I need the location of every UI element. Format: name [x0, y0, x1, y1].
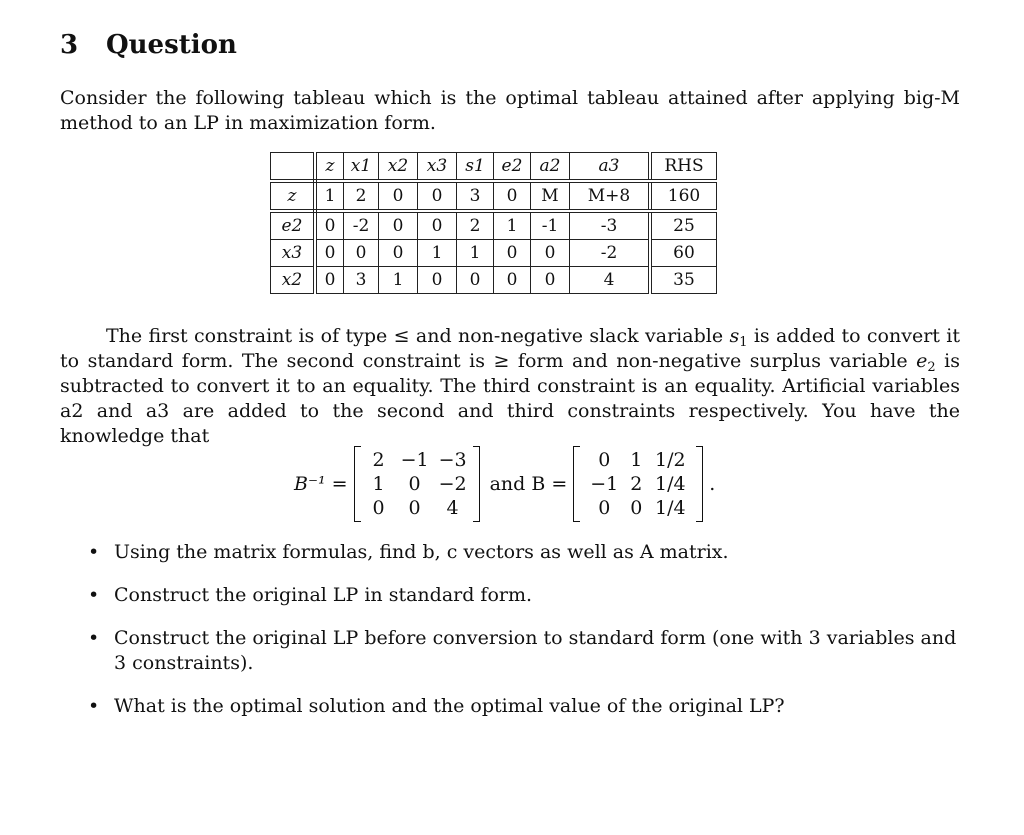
cell: 0 [315, 211, 344, 240]
row-basis: e2 [271, 211, 316, 240]
cell: 0 [379, 240, 418, 267]
basis-matrices [288, 446, 721, 522]
cell: 1 [494, 211, 531, 240]
cell: 1 [418, 240, 457, 267]
row-basis: z [271, 181, 316, 211]
col-s1: s1 [457, 153, 494, 182]
binv-entry: 0 [408, 497, 421, 519]
col-x3: x3 [418, 153, 457, 182]
section-number: 3 [60, 30, 79, 60]
b-entry: 1 [630, 449, 643, 471]
b-entry: 1/4 [654, 497, 686, 519]
binv-entry: −3 [438, 449, 467, 471]
tableau-row-x3 [271, 240, 717, 267]
cell: 1 [457, 240, 494, 267]
cell: 0 [418, 181, 457, 211]
cell: -2 [344, 211, 379, 240]
cell-rhs: 35 [650, 267, 717, 294]
row-basis: x3 [271, 240, 316, 267]
col-a2: a2 [531, 153, 570, 182]
cell: 0 [315, 240, 344, 267]
cell: -2 [570, 240, 651, 267]
row-basis: x2 [271, 267, 316, 294]
cell: 0 [379, 211, 418, 240]
cell: 0 [494, 267, 531, 294]
constraints-paragraph: The first constraint is of type ≤ and non-negative slack variable $s_1$ is added to convert it to standard form. The second constraint is ≥ form and non-negative surplus variable $e_2$ is subtracted to convert it to an equality. The third constraint is an equality. Artificial variables a2 and a3 are added to the second and third constraints respectively. You have the knowledge that [60, 325, 960, 447]
cell: 0 [315, 267, 344, 294]
tableau-row-e2 [271, 211, 717, 240]
cell: 0 [531, 267, 570, 294]
tableau-header-row [271, 153, 717, 182]
cell-rhs: 160 [650, 181, 717, 211]
binv-entry: −2 [438, 473, 467, 495]
task-list [80, 540, 960, 737]
col-z: z [315, 153, 344, 182]
binv-matrix [354, 446, 480, 522]
binv-entry: 1 [372, 473, 385, 495]
col-a3: a3 [570, 153, 651, 182]
binv-entry: 0 [408, 473, 421, 495]
section-title: Question [106, 30, 237, 60]
cell: 0 [494, 240, 531, 267]
simplex-tableau [270, 152, 717, 294]
cell: 3 [344, 267, 379, 294]
task-item: • Construct the original LP in standard form. [80, 583, 960, 608]
cell: 3 [457, 181, 494, 211]
cell: -3 [570, 211, 651, 240]
binv-entry: 0 [372, 497, 385, 519]
cell: -1 [531, 211, 570, 240]
task-item: • Construct the original LP before conversion to standard form (one with 3 variables and 3 constraints). [80, 626, 960, 676]
binv-entry: 2 [372, 449, 385, 471]
cell: 0 [379, 181, 418, 211]
col-x2: x2 [379, 153, 418, 182]
cell-rhs: 60 [650, 240, 717, 267]
cell: 4 [570, 267, 651, 294]
binv-label: B⁻¹ = [294, 473, 348, 495]
col-x1: x1 [344, 153, 379, 182]
binv-entry: −1 [400, 449, 429, 471]
tableau-corner [271, 153, 316, 182]
matrix-period: . [709, 473, 716, 495]
cell: 1 [379, 267, 418, 294]
cell: 0 [494, 181, 531, 211]
tableau-row-z [271, 181, 717, 211]
b-entry: 0 [630, 497, 643, 519]
cell: 0 [418, 211, 457, 240]
b-entry: 0 [598, 497, 611, 519]
b-label: and B = [489, 473, 568, 495]
cell-rhs: 25 [650, 211, 717, 240]
task-item: • Using the matrix formulas, find b, c vectors as well as A matrix. [80, 540, 960, 565]
cell: 2 [457, 211, 494, 240]
cell: 1 [315, 181, 344, 211]
intro-text: Consider the following tableau which is the optimal tableau attained after applying big-M method to an LP in maximization form. [60, 87, 960, 134]
tableau-row-x2 [271, 267, 717, 294]
b-entry: 0 [598, 449, 611, 471]
b-entry: 2 [630, 473, 643, 495]
col-e2: e2 [494, 153, 531, 182]
cell: 0 [344, 240, 379, 267]
cell: M [531, 181, 570, 211]
col-rhs: RHS [650, 153, 717, 182]
cell: 0 [531, 240, 570, 267]
section-heading [60, 30, 237, 60]
cell: 2 [344, 181, 379, 211]
binv-entry: 4 [446, 497, 459, 519]
b-entry: 1/2 [654, 449, 686, 471]
task-item: • What is the optimal solution and the optimal value of the original LP? [80, 694, 960, 719]
b-entry: −1 [590, 473, 619, 495]
cell: M+8 [570, 181, 651, 211]
b-matrix [573, 446, 703, 522]
b-entry: 1/4 [654, 473, 686, 495]
cell: 0 [457, 267, 494, 294]
cell: 0 [418, 267, 457, 294]
